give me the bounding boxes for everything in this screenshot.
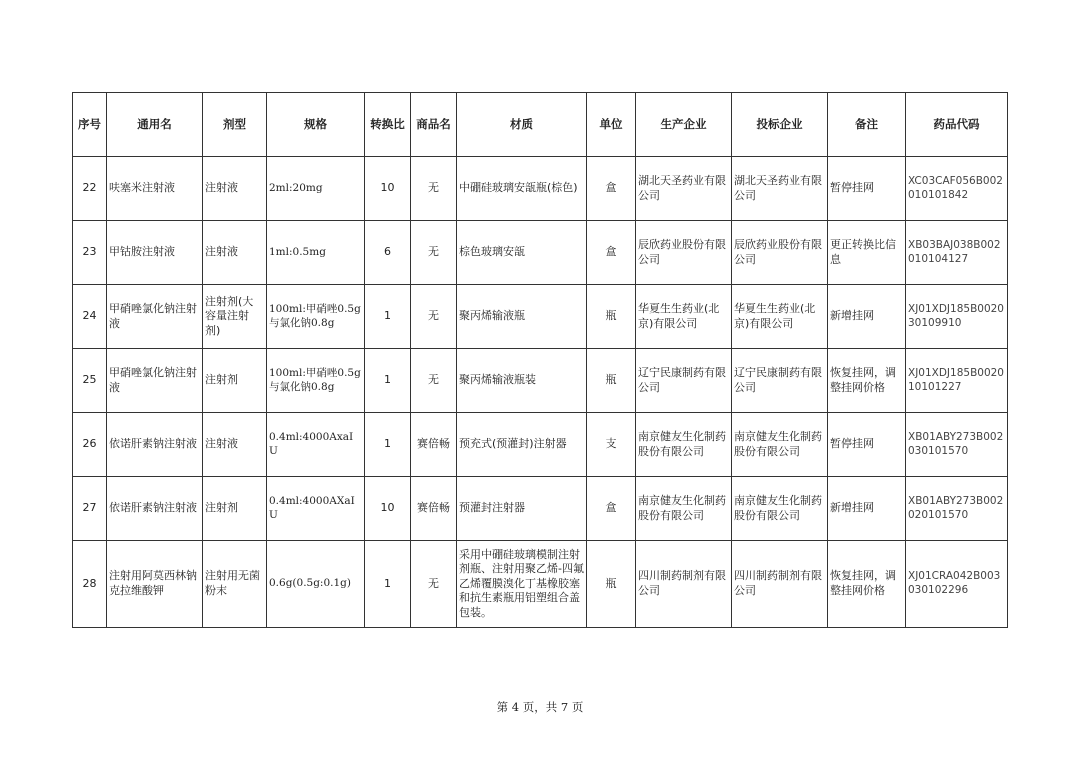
cell-material: 中硼硅玻璃安瓿瓶(棕色) xyxy=(457,157,587,221)
cell-no: 25 xyxy=(73,349,107,413)
cell-code: XB01ABY273B002030101570 xyxy=(906,413,1008,477)
header-cell: 序号 xyxy=(73,93,107,157)
cell-spec: 2ml:20mg xyxy=(267,157,365,221)
page-number: 第 4 页，共 7 页 xyxy=(496,700,584,714)
cell-code: XC03CAF056B002010101842 xyxy=(906,157,1008,221)
cell-remark: 暂停挂网 xyxy=(828,413,906,477)
cell-bidder: 四川制药制剂有限公司 xyxy=(732,541,828,628)
cell-material: 棕色玻璃安瓿 xyxy=(457,221,587,285)
cell-manufacturer: 四川制药制剂有限公司 xyxy=(636,541,732,628)
cell-ratio: 6 xyxy=(365,221,411,285)
cell-unit: 盒 xyxy=(587,221,636,285)
cell-code: XB03BAJ038B002010104127 xyxy=(906,221,1008,285)
header-cell: 转换比 xyxy=(365,93,411,157)
header-cell: 规格 xyxy=(267,93,365,157)
cell-unit: 盒 xyxy=(587,157,636,221)
table-row xyxy=(73,221,1008,285)
cell-no: 22 xyxy=(73,157,107,221)
header-cell: 剂型 xyxy=(203,93,267,157)
cell-brand: 无 xyxy=(411,157,457,221)
cell-no: 24 xyxy=(73,285,107,349)
header-cell: 备注 xyxy=(828,93,906,157)
header-cell: 药品代码 xyxy=(906,93,1008,157)
cell-no: 28 xyxy=(73,541,107,628)
cell-code: XB01ABY273B002020101570 xyxy=(906,477,1008,541)
cell-no: 26 xyxy=(73,413,107,477)
table-row xyxy=(73,157,1008,221)
cell-ratio: 10 xyxy=(365,477,411,541)
cell-unit: 支 xyxy=(587,413,636,477)
cell-name: 甲硝唑氯化钠注射液 xyxy=(107,349,203,413)
cell-unit: 瓶 xyxy=(587,285,636,349)
cell-bidder: 辰欣药业股份有限公司 xyxy=(732,221,828,285)
cell-form: 注射液 xyxy=(203,221,267,285)
table-row xyxy=(73,541,1008,628)
table-row xyxy=(73,285,1008,349)
cell-name: 甲钴胺注射液 xyxy=(107,221,203,285)
cell-remark: 新增挂网 xyxy=(828,477,906,541)
cell-name: 呋塞米注射液 xyxy=(107,157,203,221)
cell-code: XJ01XDJ185B002010101227 xyxy=(906,349,1008,413)
cell-form: 注射用无菌粉末 xyxy=(203,541,267,628)
cell-code: XJ01XDJ185B002030109910 xyxy=(906,285,1008,349)
cell-form: 注射剂(大容量注射剂) xyxy=(203,285,267,349)
cell-brand: 无 xyxy=(411,349,457,413)
cell-brand: 无 xyxy=(411,221,457,285)
cell-name: 依诺肝素钠注射液 xyxy=(107,477,203,541)
cell-bidder: 湖北天圣药业有限公司 xyxy=(732,157,828,221)
header-cell: 通用名 xyxy=(107,93,203,157)
cell-manufacturer: 南京健友生化制药股份有限公司 xyxy=(636,477,732,541)
table-row xyxy=(73,349,1008,413)
header-cell: 材质 xyxy=(457,93,587,157)
header-cell: 生产企业 xyxy=(636,93,732,157)
cell-ratio: 10 xyxy=(365,157,411,221)
cell-unit: 瓶 xyxy=(587,541,636,628)
cell-ratio: 1 xyxy=(365,349,411,413)
cell-brand: 赛倍畅 xyxy=(411,477,457,541)
cell-remark: 更正转换比信息 xyxy=(828,221,906,285)
cell-brand: 无 xyxy=(411,285,457,349)
cell-spec: 0.6g(0.5g:0.1g) xyxy=(267,541,365,628)
cell-manufacturer: 湖北天圣药业有限公司 xyxy=(636,157,732,221)
cell-no: 27 xyxy=(73,477,107,541)
cell-code: XJ01CRA042B003030102296 xyxy=(906,541,1008,628)
cell-bidder: 南京健友生化制药股份有限公司 xyxy=(732,477,828,541)
cell-spec: 0.4ml:4000AXaIU xyxy=(267,477,365,541)
table-row xyxy=(73,477,1008,541)
cell-unit: 盒 xyxy=(587,477,636,541)
cell-no: 23 xyxy=(73,221,107,285)
cell-remark: 恢复挂网，调整挂网价格 xyxy=(828,541,906,628)
cell-bidder: 南京健友生化制药股份有限公司 xyxy=(732,413,828,477)
cell-brand: 赛倍畅 xyxy=(411,413,457,477)
drug-table xyxy=(72,92,1008,628)
cell-remark: 新增挂网 xyxy=(828,285,906,349)
cell-manufacturer: 华夏生生药业(北京)有限公司 xyxy=(636,285,732,349)
cell-spec: 100ml:甲硝唑0.5g与氯化钠0.8g xyxy=(267,349,365,413)
header-cell: 单位 xyxy=(587,93,636,157)
cell-spec: 100ml:甲硝唑0.5g与氯化钠0.8g xyxy=(267,285,365,349)
header-cell: 商品名 xyxy=(411,93,457,157)
cell-unit: 瓶 xyxy=(587,349,636,413)
cell-remark: 暂停挂网 xyxy=(828,157,906,221)
cell-bidder: 辽宁民康制药有限公司 xyxy=(732,349,828,413)
cell-remark: 恢复挂网，调整挂网价格 xyxy=(828,349,906,413)
header-cell: 投标企业 xyxy=(732,93,828,157)
cell-material: 预充式(预灌封)注射器 xyxy=(457,413,587,477)
cell-spec: 0.4ml:4000AxaIU xyxy=(267,413,365,477)
cell-material: 预灌封注射器 xyxy=(457,477,587,541)
cell-ratio: 1 xyxy=(365,413,411,477)
cell-material: 采用中硼硅玻璃模制注射剂瓶、注射用聚乙烯-四氟乙烯覆膜溴化丁基橡胶塞和抗生素瓶用铝塑组合盖包装。 xyxy=(457,541,587,628)
cell-form: 注射剂 xyxy=(203,477,267,541)
cell-spec: 1ml:0.5mg xyxy=(267,221,365,285)
cell-material: 聚丙烯输液瓶装 xyxy=(457,349,587,413)
cell-form: 注射剂 xyxy=(203,349,267,413)
cell-material: 聚丙烯输液瓶 xyxy=(457,285,587,349)
cell-manufacturer: 辽宁民康制药有限公司 xyxy=(636,349,732,413)
cell-ratio: 1 xyxy=(365,285,411,349)
table-row xyxy=(73,413,1008,477)
cell-ratio: 1 xyxy=(365,541,411,628)
cell-brand: 无 xyxy=(411,541,457,628)
cell-manufacturer: 辰欣药业股份有限公司 xyxy=(636,221,732,285)
cell-manufacturer: 南京健友生化制药股份有限公司 xyxy=(636,413,732,477)
cell-form: 注射液 xyxy=(203,157,267,221)
cell-name: 注射用阿莫西林钠克拉维酸钾 xyxy=(107,541,203,628)
cell-name: 依诺肝素钠注射液 xyxy=(107,413,203,477)
cell-name: 甲硝唑氯化钠注射液 xyxy=(107,285,203,349)
header-row xyxy=(73,93,1008,157)
cell-form: 注射液 xyxy=(203,413,267,477)
cell-bidder: 华夏生生药业(北京)有限公司 xyxy=(732,285,828,349)
